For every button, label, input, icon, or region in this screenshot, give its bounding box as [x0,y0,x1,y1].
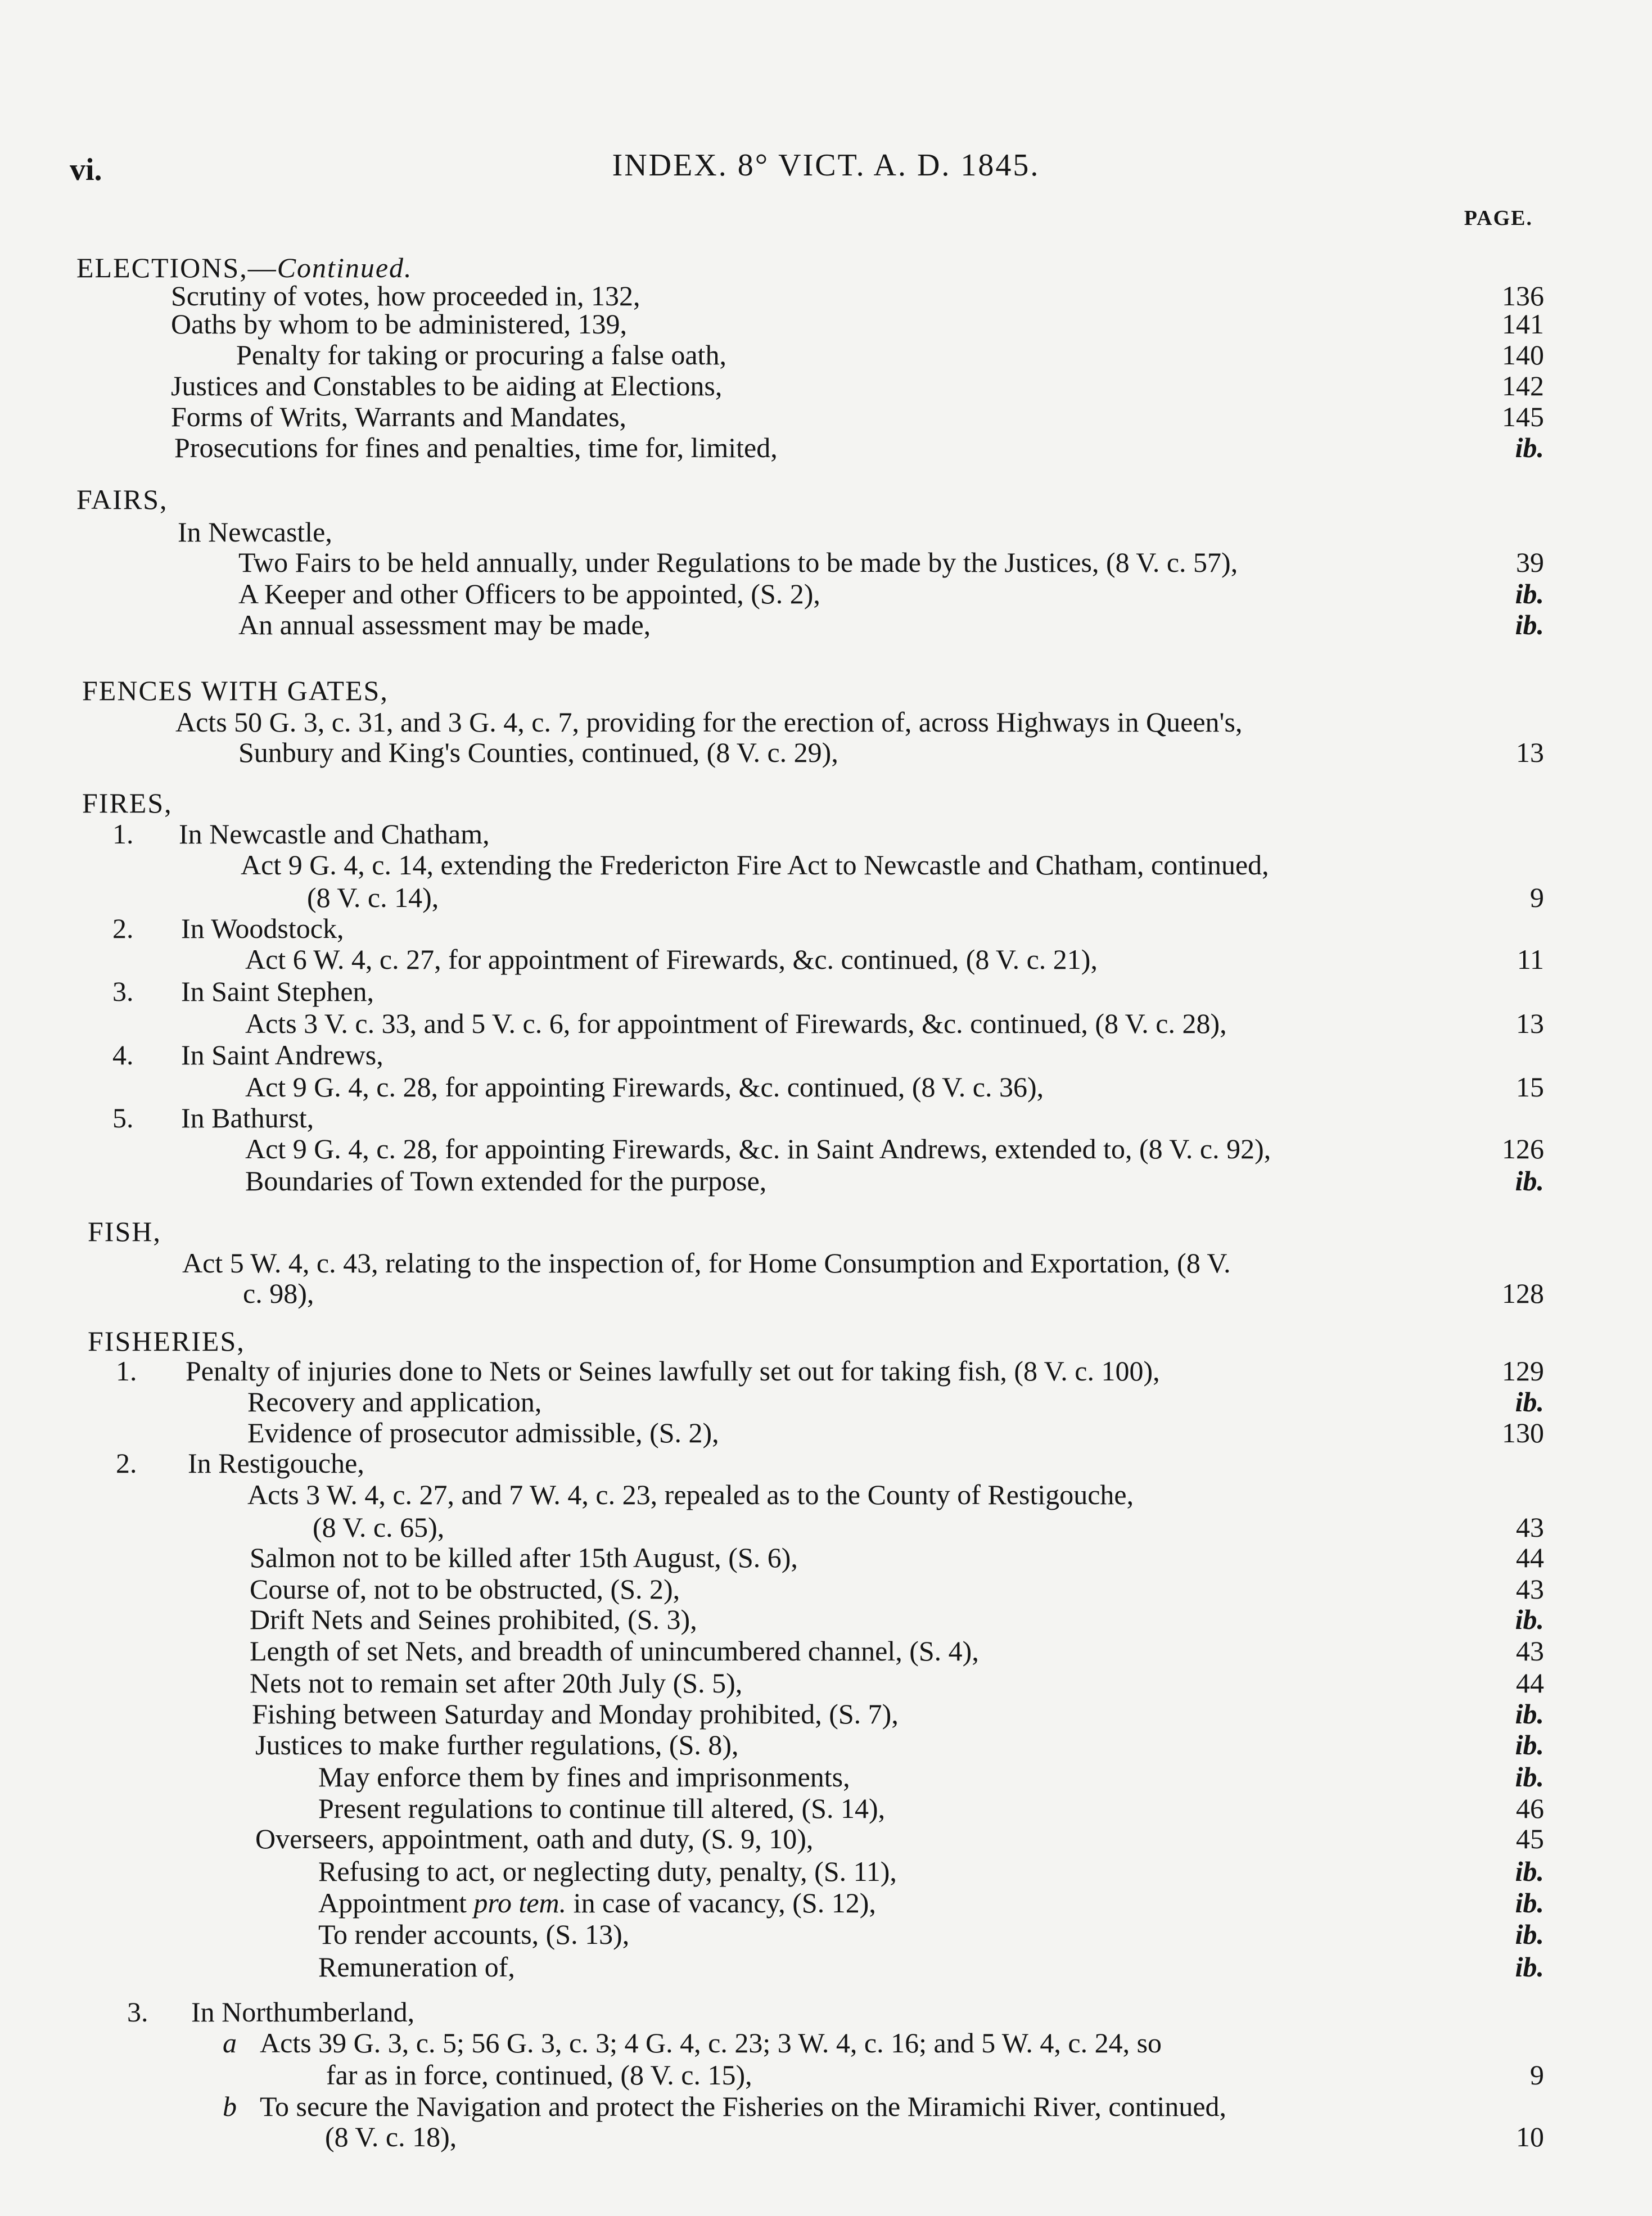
entry-text-part: far as in force, continued, (8 V. c. 15), [326,2059,752,2091]
page-reference: ib. [1515,1386,1544,1418]
entry-text-part: Remuneration of, [318,1951,515,1983]
entry-text [252,1698,899,1730]
entry-text-part: Act 5 W. 4, c. 43, relating to the inspection of, for Home Consumption and Exportation, (8 V. [182,1247,1231,1279]
entry-number: 3. [112,976,134,1007]
page-reference: ib. [1515,432,1544,463]
index-heading [0,787,1652,821]
page-reference: ib. [1515,578,1544,610]
entry-text [238,578,820,610]
entry-text-part: (8 V. c. 65), [313,1511,445,1543]
entry-text [171,370,722,401]
entry-text [245,1133,1271,1165]
entry-number: 2. [112,913,134,944]
index-entry [0,849,1652,883]
page-reference: 13 [1516,737,1544,768]
page-reference: 45 [1516,1823,1544,1854]
index-entry [0,339,1652,373]
page-reference: ib. [1515,1729,1544,1761]
index-entry [0,1604,1652,1637]
entry-text-part: Overseers, appointment, oath and duty, (S. 9, 10), [255,1823,814,1854]
entry-text-part: Act 9 G. 4, c. 14, extending the Fredericton Fire Act to Newcastle and Chatham, continued, [241,849,1269,881]
entry-text [236,339,726,371]
index-entry [0,818,1652,852]
entry-text-part: Acts 3 V. c. 33, and 5 V. c. 6, for appointment of Firewards, &c. continued, (8 V. c. 28), [245,1008,1227,1039]
entry-text-part: FIRES, [82,787,173,819]
index-entry [0,1008,1652,1041]
entry-text [250,1573,680,1605]
entry-text-part: In Newcastle, [178,516,332,548]
index-entry [0,1417,1652,1451]
entry-text-part: Appointment [318,1887,474,1919]
entry-text-part: Drift Nets and Seines prohibited, (S. 3), [250,1604,697,1635]
index-entry [0,2091,1652,2124]
entry-text-part: Present regulations to continue till altered, (S. 14), [318,1793,886,1824]
index-entry [0,547,1652,580]
page-reference: 126 [1502,1133,1544,1165]
page-reference: 128 [1502,1278,1544,1309]
entry-text-part: FAIRS, [76,484,168,515]
index-entry [0,976,1652,1009]
page-reference: ib. [1515,609,1544,640]
index-entry [0,578,1652,612]
entry-text [181,976,374,1007]
page-reference: 129 [1502,1355,1544,1387]
page-reference: ib. [1515,1856,1544,1887]
heading-text [76,484,168,515]
page-reference: 11 [1516,944,1544,975]
page-reference: 10 [1516,2121,1544,2152]
index-entry [0,1102,1652,1136]
index-entry [0,1573,1652,1607]
page-reference: 46 [1516,1793,1544,1824]
index-entry [0,1919,1652,1952]
entry-text-part: Oaths by whom to be administered, 139, [171,308,627,340]
entry-text [174,432,778,463]
entry-text [318,1793,885,1824]
page-reference: ib. [1515,1887,1544,1919]
entry-text [318,1951,515,1983]
index-entry [0,1165,1652,1199]
page-folio: vi. [70,152,102,187]
index-entry [0,1887,1652,1921]
index-entry [0,913,1652,946]
entry-text [241,849,1269,881]
index-heading [0,1216,1652,1249]
entry-text [318,1919,629,1950]
entry-text-part: Boundaries of Town extended for the purpose, [245,1165,767,1197]
entry-number: 5. [112,1102,134,1134]
entry-text [247,1417,719,1448]
entry-text-part: Two Fairs to be held annually, under Regulations to be made by the Justices, (8 V. c. 57), [238,547,1238,578]
entry-text-part: Penalty for taking or procuring a false oath, [236,339,726,371]
index-entry [0,1278,1652,1311]
index-entry [0,1133,1652,1167]
entry-text-part: Penalty of injuries done to Nets or Seines lawfully set out for taking fish, (8 V. c. 100), [186,1355,1160,1387]
entry-text [171,308,627,340]
heading-text [82,675,389,706]
entry-text [260,2027,1162,2059]
entry-text-part: (8 V. c. 18), [325,2121,457,2152]
entry-text-part: Forms of Writs, Warrants and Mandates, [171,401,627,432]
entry-text [181,913,344,944]
page-reference: 130 [1502,1417,1544,1448]
entry-text-part: Evidence of prosecutor admissible, (S. 2), [247,1417,719,1448]
running-title: INDEX. 8° VICT. A. D. 1845. [612,148,1040,183]
entry-text [250,1635,979,1667]
entry-text-part: Recovery and application, [247,1386,542,1418]
index-entry [0,1039,1652,1073]
entry-text-part: An annual assessment may be made, [238,609,651,640]
index-entry [0,308,1652,342]
entry-number: 1. [112,818,134,850]
entry-text [318,1887,876,1919]
page-reference: ib. [1515,1919,1544,1950]
entry-text [191,1996,414,2028]
entry-text [245,944,1098,975]
entry-text-part: ELECTIONS,— [76,252,277,283]
heading-text [76,252,413,283]
entry-text-part: In Saint Andrews, [181,1039,383,1071]
index-entry [0,370,1652,404]
page-reference: 43 [1516,1635,1544,1667]
index-entry [0,1951,1652,1985]
entry-text-part: Prosecutions for fines and penalties, time for, limited, [174,432,778,463]
entry-text-part: Salmon not to be killed after 15th August, (S. 6), [250,1542,798,1573]
index-entry [0,2027,1652,2061]
entry-text-part: FISH, [88,1216,161,1247]
page-column-label: PAGE. [1464,206,1533,230]
entry-text [181,1039,383,1071]
entry-text-part: Acts 39 G. 3, c. 5; 56 G. 3, c. 3; 4 G. 4, c. 23; 3 W. 4, c. 16; and 5 W. 4, c. 24, so [260,2027,1162,2059]
entry-text [179,818,490,850]
index-entry [0,1355,1652,1389]
entry-text-part: Length of set Nets, and breadth of unincumbered channel, (S. 4), [250,1635,979,1667]
index-entry [0,1386,1652,1420]
page-reference: 15 [1516,1071,1544,1103]
index-entry [0,1635,1652,1669]
entry-text [175,706,1243,738]
entry-text-part: Nets not to remain set after 20th July (S. 5), [250,1667,743,1699]
entry-text-part: Acts 3 W. 4, c. 27, and 7 W. 4, c. 23, repealed as to the County of Restigouche, [247,1479,1134,1510]
entry-text-part: Sunbury and King's Counties, continued, (8 V. c. 29), [238,737,838,768]
entry-text [245,1165,766,1197]
entry-text-part: Justices to make further regulations, (S. 8), [255,1729,739,1761]
entry-text-part: Scrutiny of votes, how proceeded in, 132, [171,280,640,312]
index-entry [0,706,1652,740]
page-reference: 136 [1502,280,1544,312]
entry-text [325,2121,457,2152]
page-reference: 9 [1530,882,1544,913]
heading-text [82,787,173,819]
page-reference: 142 [1502,370,1544,401]
page-reference: 43 [1516,1573,1544,1605]
entry-text-part: In Saint Stephen, [181,976,374,1007]
index-entry [0,1447,1652,1481]
index-entry [0,1729,1652,1763]
entry-text [171,280,640,312]
entry-text [318,1761,850,1793]
entry-text-part: In Woodstock, [181,913,344,944]
entry-text [250,1667,742,1699]
index-entry [0,737,1652,770]
entry-text [186,1355,1160,1387]
entry-text [181,1102,314,1134]
page-reference: 13 [1516,1008,1544,1039]
entry-text [326,2059,752,2091]
index-entry [0,609,1652,643]
entry-text-part: (8 V. c. 14), [307,882,439,913]
entry-text [255,1823,813,1854]
index-entry [0,516,1652,550]
page-reference: 43 [1516,1511,1544,1543]
entry-text [318,1856,897,1887]
entry-number: 1. [116,1355,137,1387]
entry-text [247,1386,541,1418]
entry-number: b [223,2091,237,2122]
entry-number: 2. [116,1447,137,1479]
entry-text [238,737,838,768]
entry-text [178,516,332,548]
entry-text [238,547,1238,578]
entry-text [250,1604,697,1635]
entry-number: 4. [112,1039,134,1071]
entry-text-part: To render accounts, (S. 13), [318,1919,630,1950]
index-entry [0,1823,1652,1857]
entry-text-part: In Northumberland, [191,1996,415,2028]
index-entry [0,1761,1652,1795]
entry-text-part: Refusing to act, or neglecting duty, penalty, (S. 11), [318,1856,897,1887]
page-reference: 140 [1502,339,1544,371]
index-heading [0,675,1652,708]
index-entry [0,1793,1652,1826]
heading-text [88,1216,161,1247]
entry-text [255,1729,739,1761]
entry-text-part: In Bathurst, [181,1102,314,1134]
index-entry [0,2059,1652,2093]
entry-text-part: Act 9 G. 4, c. 28, for appointing Firewards, &c. in Saint Andrews, extended to, (8 V. c. 92), [245,1133,1271,1165]
entry-text [238,609,651,640]
entry-italic-text: Continued. [277,252,413,283]
index-entry [0,1856,1652,1889]
entry-number: 3. [127,1996,148,2028]
entry-text [260,2091,1226,2122]
entry-text [245,1008,1227,1039]
index-entry [0,1698,1652,1732]
page-reference: 44 [1516,1667,1544,1699]
entry-text-part: c. 98), [243,1278,314,1309]
entry-text-part: Act 6 W. 4, c. 27, for appointment of Firewards, &c. continued, (8 V. c. 21), [245,944,1098,975]
heading-text [88,1325,245,1357]
entry-text [182,1247,1231,1279]
entry-text [247,1479,1134,1510]
entry-text-part: To secure the Navigation and protect the Fisheries on the Miramichi River, continued, [260,2091,1227,2122]
entry-text-part: May enforce them by fines and imprisonments, [318,1761,850,1793]
page-reference: ib. [1515,1604,1544,1635]
index-heading [0,484,1652,517]
entry-text-part: Fishing between Saturday and Monday prohibited, (S. 7), [252,1698,899,1730]
page-reference: ib. [1515,1165,1544,1197]
index-entry [0,1542,1652,1576]
entry-text [250,1542,798,1573]
index-heading [0,1325,1652,1359]
page-reference: 141 [1502,308,1544,340]
entry-text [171,401,626,432]
page-reference: ib. [1515,1761,1544,1793]
entry-text-part: FENCES WITH GATES, [82,675,389,706]
entry-text [245,1071,1044,1103]
page-reference: 9 [1530,2059,1544,2091]
index-entry [0,401,1652,435]
page-reference: ib. [1515,1951,1544,1983]
entry-text-part: Course of, not to be obstructed, (S. 2), [250,1573,680,1605]
entry-number: a [223,2027,237,2059]
index-entry [0,1511,1652,1545]
index-entry [0,1667,1652,1701]
index-entry [0,1996,1652,2030]
page-reference: ib. [1515,1698,1544,1730]
page-reference: 39 [1516,547,1544,578]
index-entry [0,432,1652,466]
entry-text [188,1447,364,1479]
entry-text-part: In Newcastle and Chatham, [179,818,490,850]
index-entry [0,944,1652,977]
entry-text-part: Justices and Constables to be aiding at Elections, [171,370,723,401]
page-reference: 44 [1516,1542,1544,1573]
entry-text [243,1278,314,1309]
entry-text [307,882,439,913]
index-entry [0,1479,1652,1513]
entry-text-part: Acts 50 G. 3, c. 31, and 3 G. 4, c. 7, providing for the erection of, across Highways in Queen's, [175,706,1243,738]
index-entry [0,1071,1652,1105]
page-reference: 145 [1502,401,1544,432]
entry-italic-text: pro tem. [473,1887,567,1919]
index-entry [0,882,1652,915]
entry-text-part: Act 9 G. 4, c. 28, for appointing Firewards, &c. continued, (8 V. c. 36), [245,1071,1044,1103]
index-entry [0,2121,1652,2155]
entry-text-part: A Keeper and other Officers to be appointed, (S. 2), [238,578,820,610]
entry-text-part: FISHERIES, [88,1325,245,1357]
entry-text-part: In Restigouche, [188,1447,364,1479]
entry-text-part: in case of vacancy, (S. 12), [566,1887,876,1919]
entry-text [313,1511,444,1543]
index-entry [0,1247,1652,1281]
